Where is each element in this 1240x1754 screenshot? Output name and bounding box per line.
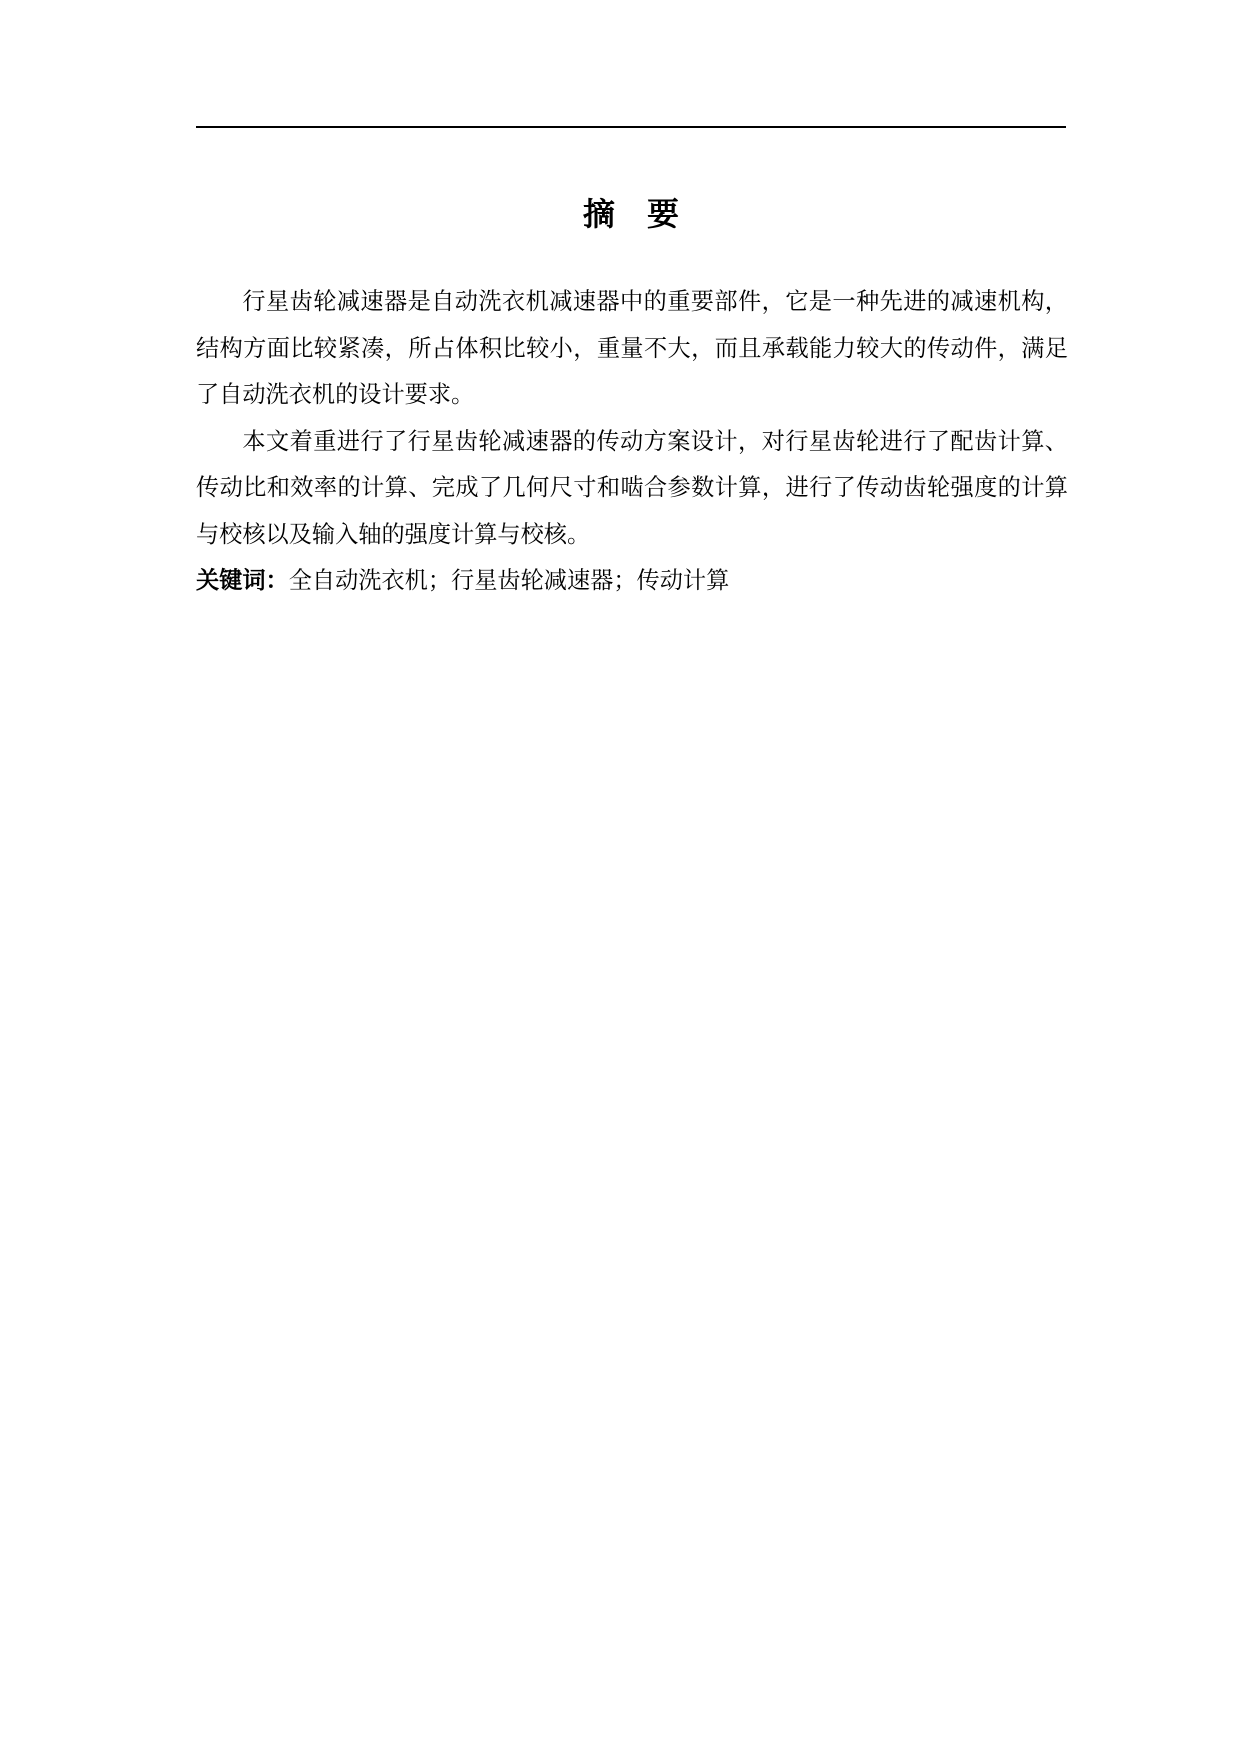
abstract-body	[196, 279, 1068, 605]
keywords-line	[196, 558, 1068, 605]
keywords-label: 关键词：	[196, 567, 289, 594]
header-rule	[196, 126, 1066, 128]
abstract-paragraph-1: 行星齿轮减速器是自动洗衣机减速器中的重要部件，它是一种先进的减速机构，结构方面比较紧凑，所占体积比较小，重量不大，而且承载能力较大的传动件，满足了自动洗衣机的设计要求。	[196, 288, 1068, 408]
keywords-text: 全自动洗衣机；行星齿轮减速器；传动计算	[288, 567, 730, 594]
abstract-title: 摘要	[582, 195, 711, 233]
abstract-paragraph-2: 本文着重进行了行星齿轮减速器的传动方案设计，对行星齿轮进行了配齿计算、传动比和效率的计算、完成了几何尺寸和啮合参数计算，进行了传动齿轮强度的计算与校核以及输入轴的强度计算与校核。	[196, 427, 1068, 548]
